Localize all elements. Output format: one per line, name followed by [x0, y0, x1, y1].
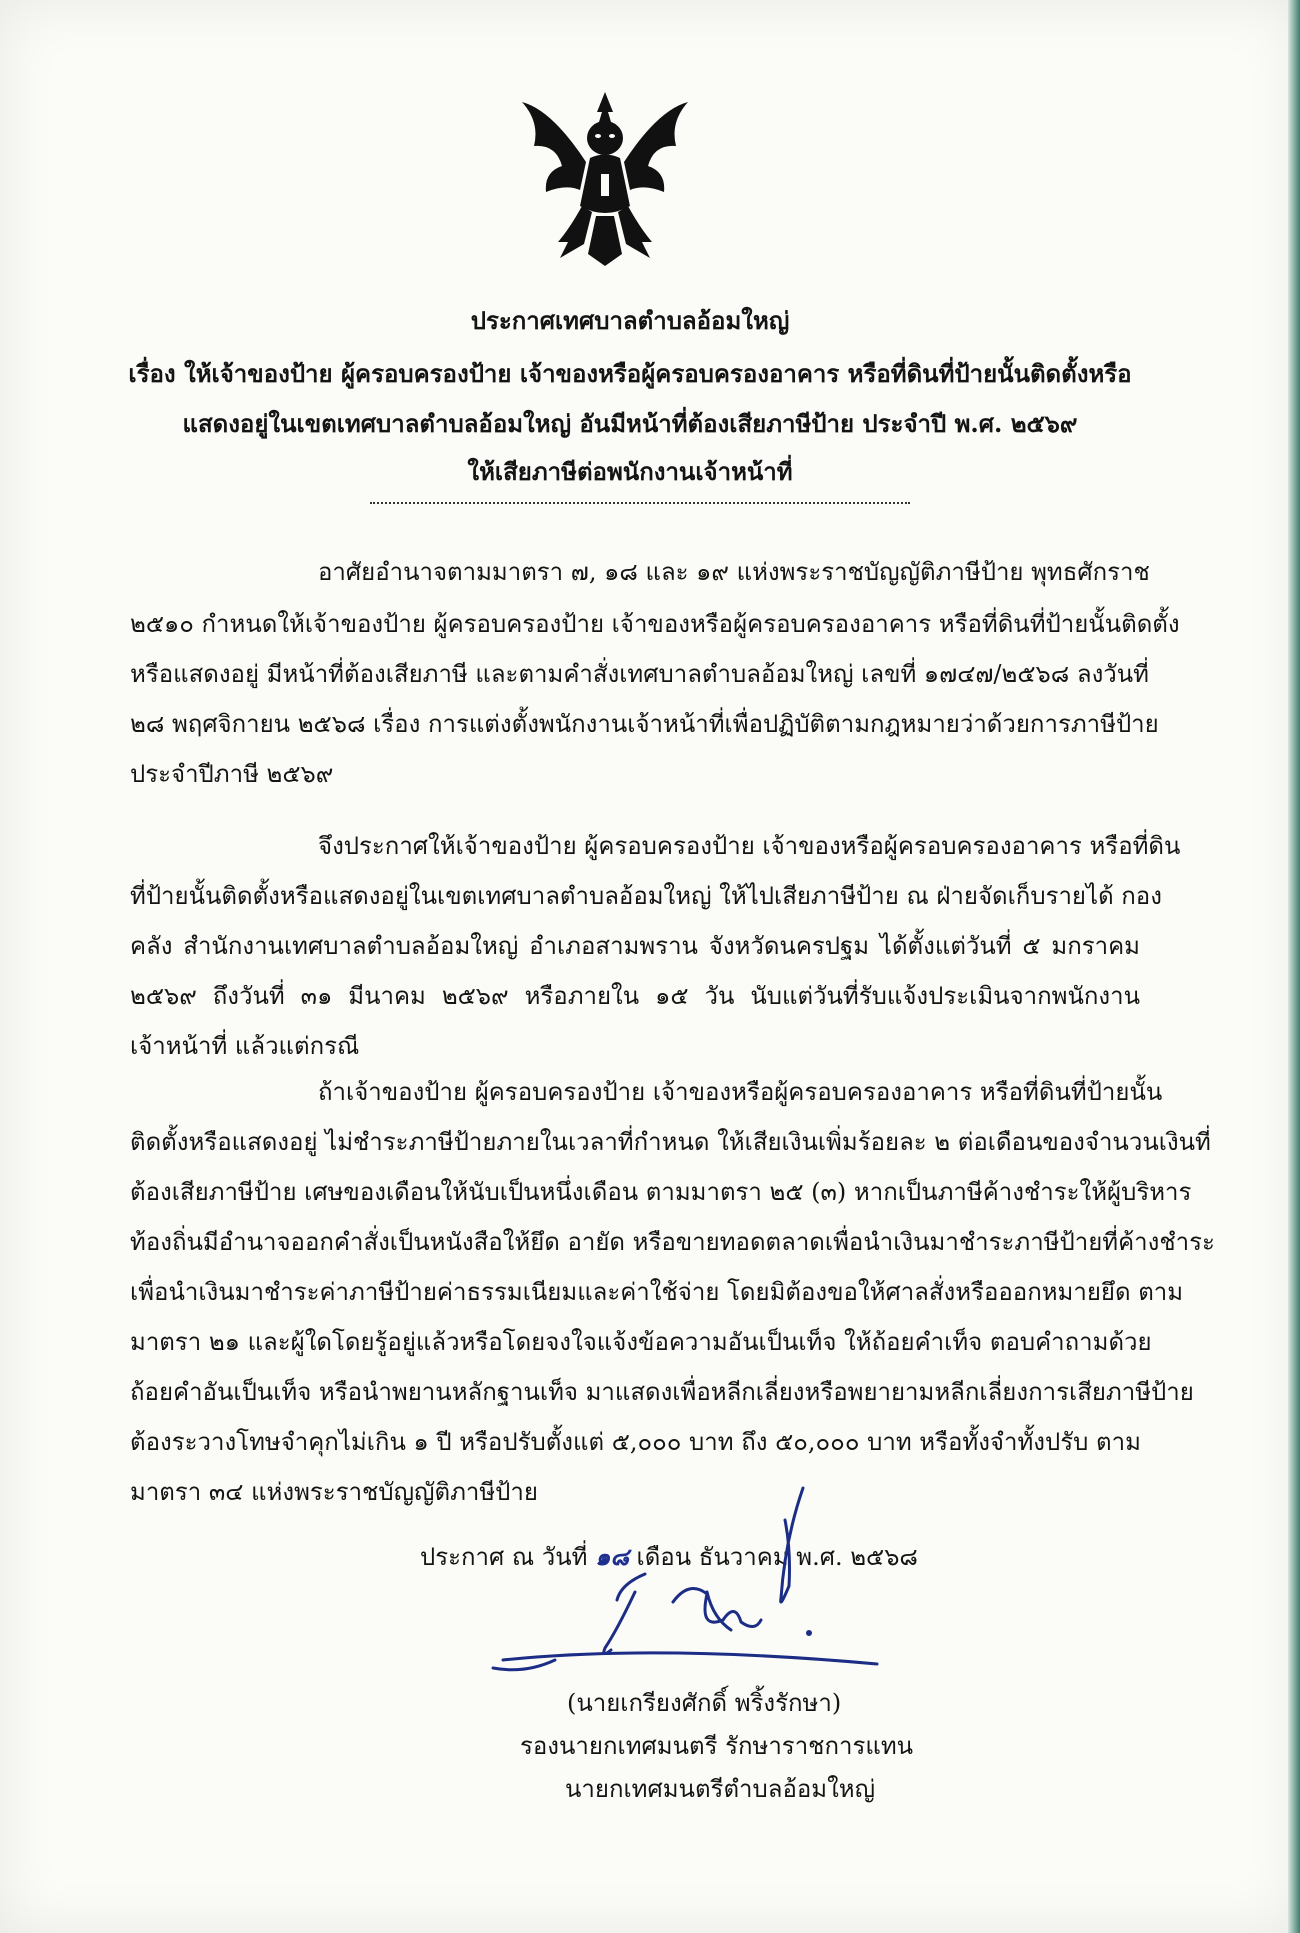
para1-line: ประจำปีภาษี ๒๕๖๙: [130, 760, 334, 788]
para3-line: มาตรา ๒๑ และผู้ใดโดยรู้อยู่แล้วหรือโดยจงใจแจ้งข้อความอันเป็นเท็จ ให้ถ้อยคำเท็จ ตอบคำถามด้วย: [130, 1328, 1152, 1356]
para1-line: ๒๕๑๐ กำหนดให้เจ้าของป้าย ผู้ครอบครองป้าย เจ้าของหรือผู้ครอบครองอาคาร หรือที่ดินที่ป้ายนั้นติดตั้ง: [130, 610, 1180, 638]
scan-edge: [1288, 0, 1300, 1933]
signatory-office: นายกเทศมนตรีตำบลอ้อมใหญ่: [565, 1775, 876, 1803]
para3-line: ติดตั้งหรือแสดงอยู่ ไม่ชำระภาษีป้ายภายในเวลาที่กำหนด ให้เสียเงินเพิ่มร้อยละ ๒ ต่อเดือนของจำนวนเงินที่: [130, 1128, 1211, 1156]
para3-line: ต้องระวางโทษจำคุกไม่เกิน ๑ ปี หรือปรับตั้งแต่ ๕,๐๐๐ บาท ถึง ๕๐,๐๐๐ บาท หรือทั้งจำทั้งปรับ ตาม: [130, 1428, 1141, 1456]
announcement-title: ประกาศเทศบาลตำบลอ้อมใหญ่: [470, 306, 790, 335]
subject-line-1: เรื่อง ให้เจ้าของป้าย ผู้ครอบครองป้าย เจ้าของหรือผู้ครอบครองอาคาร หรือที่ดินที่ป้ายนั้นติดตั้งหรือ: [128, 359, 1132, 388]
para2-line: คลัง สำนักงานเทศบาลตำบลอ้อมใหญ่ อำเภอสามพราน จังหวัดนครปฐม ได้ตั้งแต่วันที่ ๕ มกราคม: [130, 932, 1140, 960]
para1-line: ๒๘ พฤศจิกายน ๒๕๖๘ เรื่อง การแต่งตั้งพนักงานเจ้าหน้าที่เพื่อปฏิบัติตามกฎหมายว่าด้วยการภาษีป้าย: [130, 710, 1159, 738]
para2-line: ที่ป้ายนั้นติดตั้งหรือแสดงอยู่ในเขตเทศบาลตำบลอ้อมใหญ่ ให้ไปเสียภาษีป้าย ณ ฝ่ายจัดเก็บรายได้ กอง: [130, 882, 1162, 910]
para3-line: มาตรา ๓๔ แห่งพระราชบัญญัติภาษีป้าย: [130, 1478, 538, 1506]
date-day-handwritten: ๑๘: [595, 1542, 629, 1571]
para3-line: ท้องถิ่นมีอำนาจออกคำสั่งเป็นหนังสือให้ยึด อายัด หรือขายทอดตลาดเพื่อนำเงินมาชำระภาษีป้ายที่ค้างชำระ: [130, 1228, 1215, 1256]
para3-line: ต้องเสียภาษีป้าย เศษของเดือนให้นับเป็นหนึ่งเดือน ตามมาตรา ๒๕ (๓) หากเป็นภาษีค้างชำระให้ผู้บริหาร: [130, 1178, 1192, 1206]
para1-line: หรือแสดงอยู่ มีหน้าที่ต้องเสียภาษี และตามคำสั่งเทศบาลตำบลอ้อมใหญ่ เลขที่ ๑๗๔๗/๒๕๖๘ ลงวันที่: [130, 660, 1150, 688]
para2-line: เจ้าหน้าที่ แล้วแต่กรณี: [130, 1032, 360, 1060]
subject-line-3: ให้เสียภาษีต่อพนักงานเจ้าหน้าที่: [467, 457, 793, 486]
para3-line: ถ้อยคำอันเป็นเท็จ หรือนำพยานหลักฐานเท็จ มาแสดงเพื่อหลีกเลี่ยงหรือพยายามหลีกเลี่ยงการเสียภาษีป้าย: [130, 1378, 1194, 1406]
subject-line-2: แสดงอยู่ในเขตเทศบาลตำบลอ้อมใหญ่ อันมีหน้าที่ต้องเสียภาษีป้าย ประจำปี พ.ศ. ๒๕๖๙: [182, 409, 1078, 438]
handwritten-signature: [485, 1480, 925, 1700]
garuda-emblem-icon: [510, 88, 700, 270]
para2-line: ๒๕๖๙ ถึงวันที่ ๓๑ มีนาคม ๒๕๖๙ หรือภายใน ๑๕ วัน นับแต่วันที่รับแจ้งประเมินจากพนักงาน: [130, 982, 1140, 1010]
para3-line: ถ้าเจ้าของป้าย ผู้ครอบครองป้าย เจ้าของหรือผู้ครอบครองอาคาร หรือที่ดินที่ป้ายนั้น: [318, 1078, 1163, 1106]
signatory-name: (นายเกรียงศักดิ์ พริ้งรักษา): [567, 1689, 842, 1717]
para3-line: เพื่อนำเงินมาชำระค่าภาษีป้ายค่าธรรมเนียมและค่าใช้จ่าย โดยมิต้องขอให้ศาลสั่งหรือออกหมายยึด ตาม: [130, 1278, 1184, 1306]
para2-line: จึงประกาศให้เจ้าของป้าย ผู้ครอบครองป้าย เจ้าของหรือผู้ครอบครองอาคาร หรือที่ดิน: [318, 832, 1181, 860]
date-rest: เดือน ธันวาคม พ.ศ. ๒๕๖๘: [636, 1543, 918, 1571]
para1-line: อาศัยอำนาจตามมาตรา ๗, ๑๘ และ ๑๙ แห่งพระราชบัญญัติภาษีป้าย พุทธศักราช: [318, 558, 1150, 586]
date-prefix: ประกาศ ณ วันที่: [420, 1543, 588, 1571]
separator: [370, 502, 910, 504]
signatory-position: รองนายกเทศมนตรี รักษาราชการแทน: [520, 1732, 914, 1760]
